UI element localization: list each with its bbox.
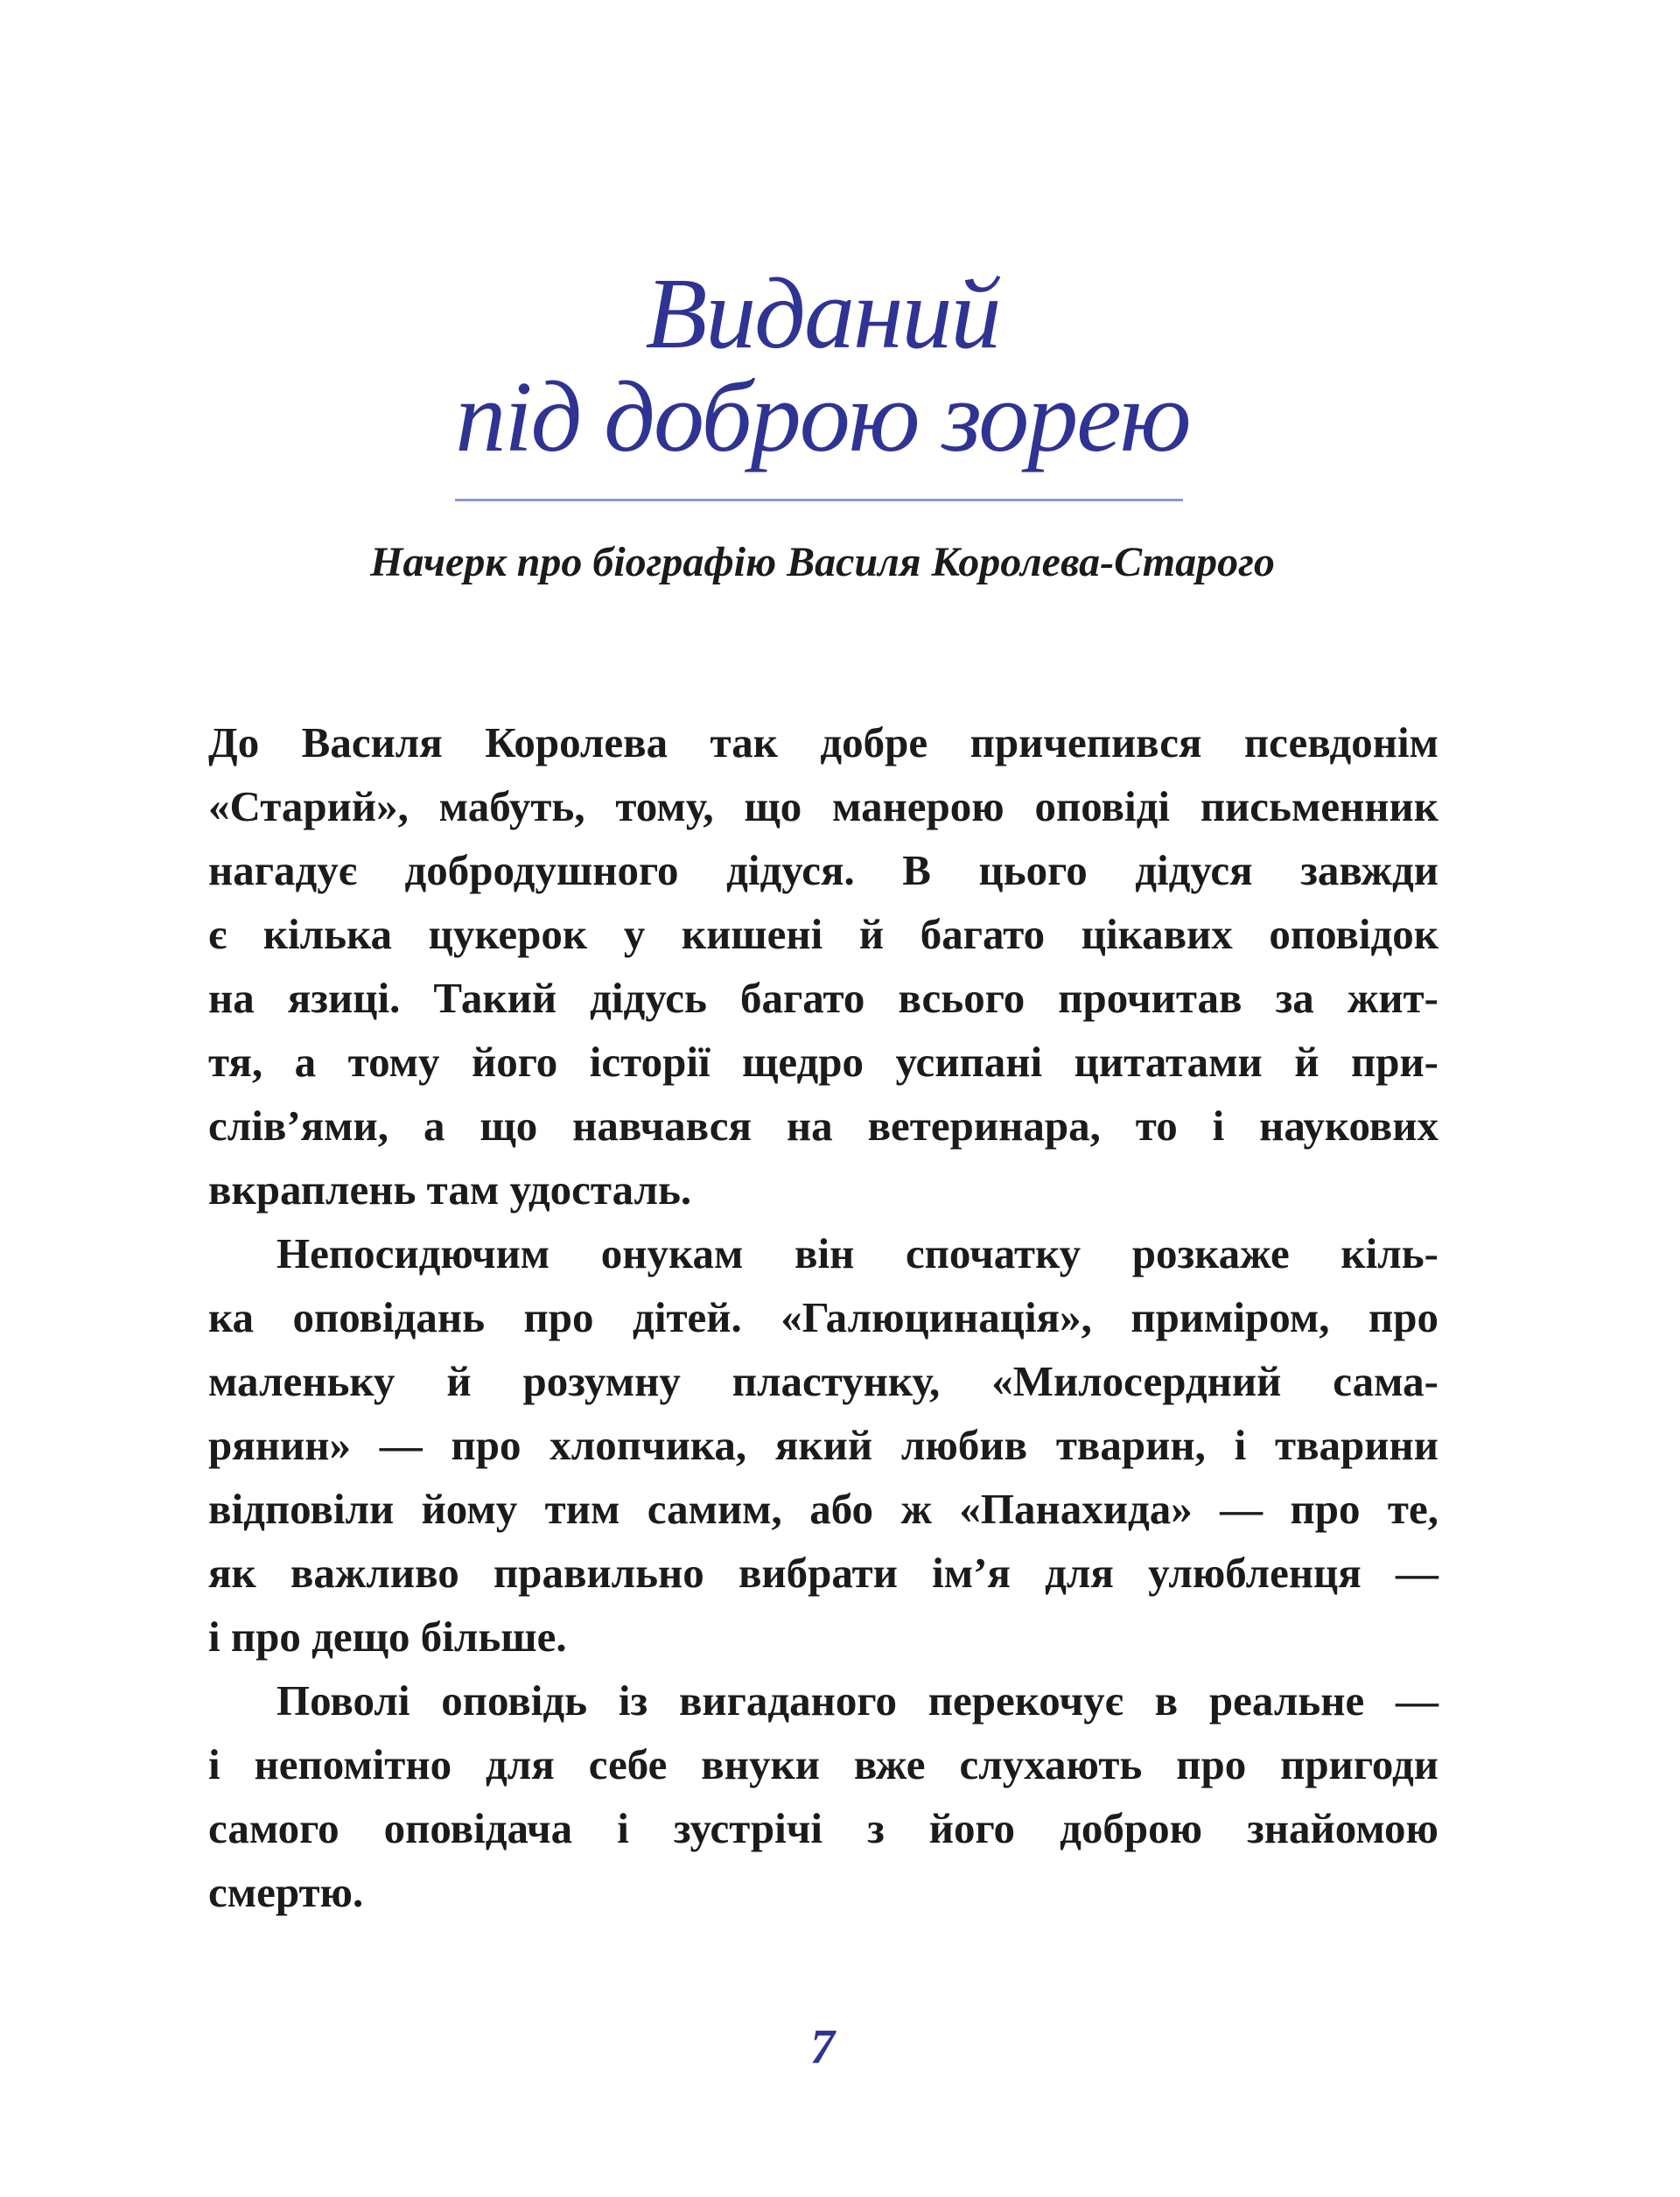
text-line: маленьку й розумну пластунку, «Милосердний сама- — [208, 1357, 1438, 1405]
text-line: і про дещо більше. — [208, 1613, 567, 1661]
text-line: на язиці. Такий дідусь багато всього прочитав за жит- — [208, 974, 1438, 1022]
text-line: До Василя Королева так добре причепився псевдонім — [208, 718, 1438, 766]
title-divider — [455, 499, 1183, 501]
text-line: рянин» — про хлопчика, який любив тварин, і тварини — [208, 1421, 1438, 1469]
page-number: 7 — [810, 2020, 835, 2075]
text-line: самого оповідача і зустрічі з його доброю знайомою — [208, 1804, 1438, 1852]
text-line: нагадує добродушного дідуся. В цього дідуся завжди — [208, 846, 1438, 894]
text-line: смертю. — [208, 1868, 364, 1916]
chapter-title-line-2: під доброю зорею — [455, 361, 1190, 473]
text-line: «Старий», мабуть, тому, що манерою оповіді письменник — [208, 782, 1438, 830]
text-line: тя, а тому його історії щедро усипані цитатами й при- — [208, 1038, 1438, 1086]
chapter-title-line-1: Виданий — [645, 258, 1000, 370]
body-text — [208, 710, 1438, 1924]
chapter-title — [0, 258, 1645, 473]
text-line: як важливо правильно вибрати ім’я для улюбленця — — [208, 1549, 1438, 1597]
text-line: слів’ями, а що навчався на ветеринара, то і наукових — [208, 1102, 1438, 1150]
text-line: Поволі оповідь із вигаданого перекочує в реальне — — [276, 1676, 1438, 1725]
text-line: вкраплень там удосталь. — [208, 1165, 692, 1214]
text-line: Непосидючим онукам він спочатку розкаже кіль- — [276, 1229, 1438, 1277]
text-line: і непомітно для себе внуки вже слухають про пригоди — [208, 1740, 1438, 1788]
chapter-subtitle: Начерк про біографію Василя Королева-Старого — [370, 539, 1275, 585]
paragraph-3 — [208, 1669, 1438, 1924]
text-line: є кілька цукерок у кишені й багато цікавих оповідок — [208, 910, 1438, 958]
text-line: ка оповідань про дітей. «Галюцинація», приміром, про — [208, 1293, 1438, 1341]
paragraph-1 — [208, 710, 1438, 1221]
paragraph-2 — [208, 1221, 1438, 1669]
text-line: відповіли йому тим самим, або ж «Панахида» — про те, — [208, 1485, 1438, 1533]
